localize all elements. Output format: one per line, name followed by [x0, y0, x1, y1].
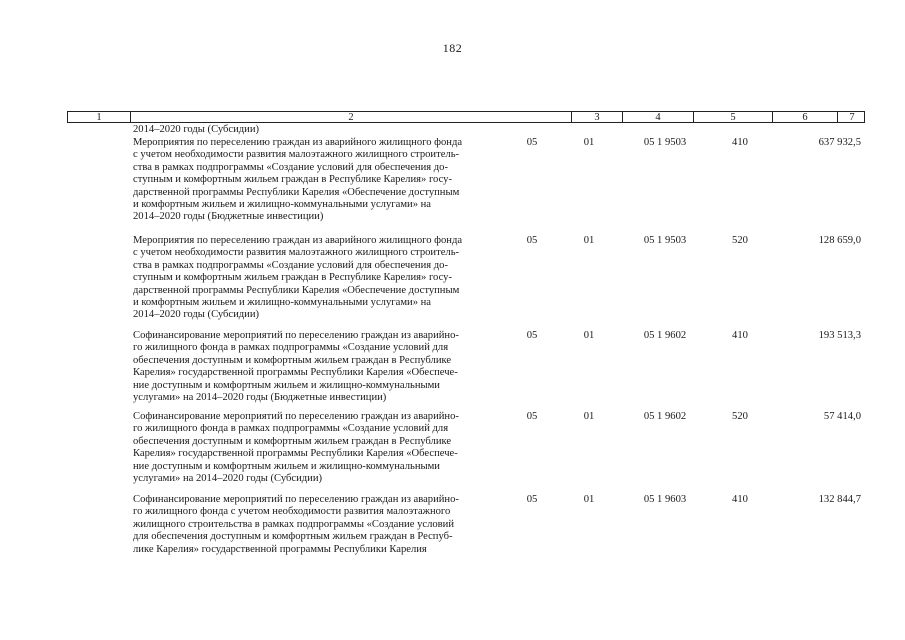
- row-subsection: 01: [583, 235, 595, 246]
- row-expense-type: 410: [732, 330, 748, 341]
- row-description: Софинансирование мероприятий по переселению граждан из аварийно- го жилищного фонда в рамках подпрограммы «Создание условий для обеспечения доступным и комфортным жильем граждан в Республике Карелия» государственной программы Республики Карелия «Обеспече- ние доступным и комфортным жильем и жилищно-коммунальными услугами» на 2014–2020 годы (Бюджетные инвестиции): [133, 330, 459, 404]
- row-section: 05: [526, 137, 538, 148]
- row-description: Софинансирование мероприятий по переселению граждан из аварийно- го жилищного фонда с учетом необходимости развития малоэтажного жилищного строительства в рамках подпрограммы «Создание условий для обеспечения доступным и комфортным жильем граждан в Респуб- лике Карелия» государственной программы Республики Карелия: [133, 494, 459, 555]
- row-description: Мероприятия по переселению граждан из аварийного жилищного фонда с учетом необходимости развития малоэтажного жилищного строитель- ства в рамках подпрограммы «Создание условий для обеспечения до- ступным и комфортным жильем граждан в Республике Карелия» госу- дарственной программы Республики Карелия «Обеспечение доступным и комфортным жильем и жилищно-коммунальными услугами» на 2014–2020 годы (Бюджетные инвестиции): [133, 137, 463, 223]
- row-target-article: 05 1 9602: [643, 411, 687, 422]
- header-col-4: 4: [623, 112, 694, 122]
- row-expense-type: 520: [732, 411, 748, 422]
- row-subsection: 01: [583, 137, 595, 148]
- row-section: 05: [526, 494, 538, 505]
- row-subsection: 01: [583, 494, 595, 505]
- row-target-article: 05 1 9603: [643, 494, 687, 505]
- row-subsection: 01: [583, 330, 595, 341]
- header-col-2: 2: [131, 112, 572, 122]
- header-col-1: 1: [68, 112, 131, 122]
- row-section: 05: [526, 235, 538, 246]
- row-amount: 637 932,5: [818, 137, 861, 148]
- row-target-article: 05 1 9602: [643, 330, 687, 341]
- row-section: 05: [526, 330, 538, 341]
- page-number: 182: [442, 41, 463, 55]
- row-target-article: 05 1 9503: [643, 235, 687, 246]
- row-amount: 57 414,0: [823, 411, 861, 422]
- header-col-5: 5: [694, 112, 773, 122]
- header-col-7: 7: [849, 112, 855, 123]
- table-header: [67, 111, 865, 123]
- row-amount: 128 659,0: [818, 235, 861, 246]
- row-description: Софинансирование мероприятий по переселению граждан из аварийно- го жилищного фонда в рамках подпрограммы «Создание условий для обеспечения доступным и комфортным жильем граждан в Республике Карелия» государственной программы Республики Карелия «Обеспече- ние доступным и комфортным жильем и жилищно-коммунальными услугами» на 2014–2020 годы (Субсидии): [133, 411, 459, 485]
- row-section: 05: [526, 411, 538, 422]
- row-amount: 132 844,7: [818, 494, 861, 505]
- row-expense-type: 410: [732, 494, 748, 505]
- row-target-article: 05 1 9503: [643, 137, 687, 148]
- header-col-6: 6: [773, 112, 838, 122]
- header-col-3: 3: [572, 112, 623, 122]
- continuation-text: 2014–2020 годы (Субсидии): [133, 124, 260, 135]
- row-expense-type: 410: [732, 137, 748, 148]
- row-amount: 193 513,3: [818, 330, 861, 341]
- row-expense-type: 520: [732, 235, 748, 246]
- row-description: Мероприятия по переселению граждан из аварийного жилищного фонда с учетом необходимости развития малоэтажного жилищного строитель- ства в рамках подпрограммы «Создание условий для обеспечения до- ступным и комфортным жильем граждан в Республике Карелия» госу- дарственной программы Республики Карелия «Обеспечение доступным и комфортным жильем и жилищно-коммунальными услугами» на 2014–2020 годы (Субсидии): [133, 235, 463, 321]
- row-subsection: 01: [583, 411, 595, 422]
